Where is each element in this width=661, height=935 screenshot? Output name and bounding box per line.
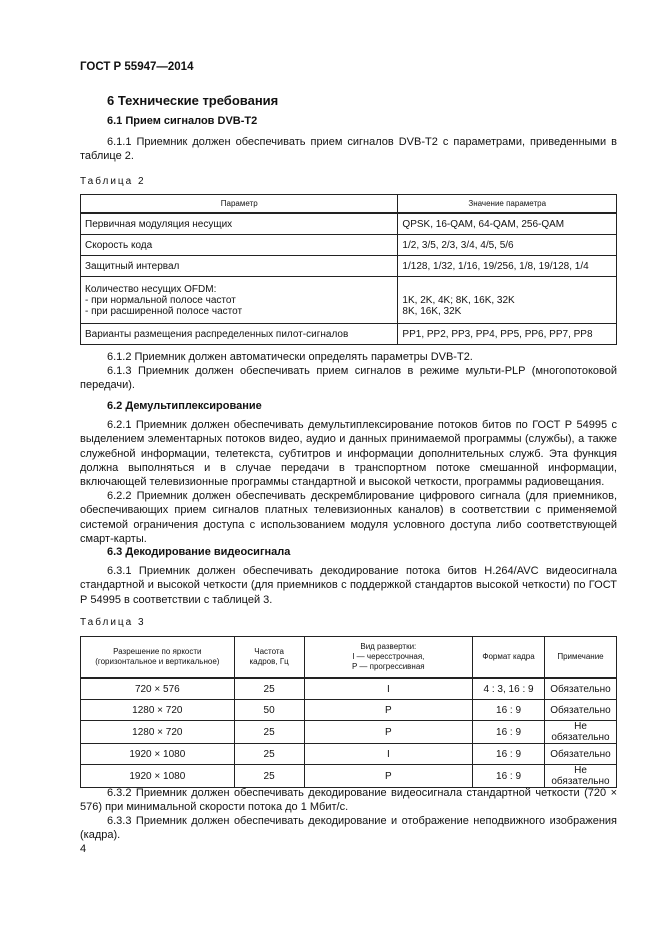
cell-framerate: 50 xyxy=(234,700,304,721)
ofdm-normal-value: 1K, 2K, 4K; 8K, 16K, 32K xyxy=(402,295,515,306)
cell-scan: P xyxy=(304,721,473,744)
table-3-header-scan xyxy=(304,637,473,679)
table-2-caption: Таблица 2 xyxy=(80,176,146,187)
cell-framerate: 25 xyxy=(234,678,304,700)
table-cell-param: Варианты размещения распределенных пилот-сигналов xyxy=(81,324,398,345)
table-cell-value: QPSK, 16-QAM, 64-QAM, 256-QAM xyxy=(398,213,617,235)
table-cell-value: 1/2, 3/5, 2/3, 3/4, 4/5, 5/6 xyxy=(398,235,617,256)
standard-header: ГОСТ Р 55947—2014 xyxy=(80,61,194,73)
table-2-header-row xyxy=(81,195,617,214)
paragraph-6-2-1: 6.2.1 Приемник должен обеспечивать демультиплексирование потоков битов по ГОСТ Р 54995 с выделением элементарных потоков видео, аудио и данных принимаемой программы (службы), а также служебной информации, телетекста, субтитров и информации дополнительных служб. Эта функция должна выполняться и в случае передачи в транспортном потоке смешанной информации, включающей телевизионные программы стандартной и высокой четкости, программы радиовещания. xyxy=(80,419,617,489)
table-row xyxy=(81,700,617,721)
cell-note: Не обязательно xyxy=(544,765,616,788)
paragraph-6-1-3: 6.1.3 Приемник должен обеспечивать прием сигналов в режиме мульти-PLP (многопотоковой передачи). xyxy=(80,365,617,392)
table-row xyxy=(81,235,617,256)
cell-resolution: 1280 × 720 xyxy=(81,700,235,721)
table-3-header-note: Примечание xyxy=(544,637,616,679)
table-3-header-row xyxy=(81,637,617,679)
table-row xyxy=(81,744,617,765)
cell-resolution: 1920 × 1080 xyxy=(81,765,235,788)
cell-framerate: 25 xyxy=(234,765,304,788)
subsection-6-3-title: 6.3 Декодирование видеосигнала xyxy=(107,546,291,558)
cell-format: 16 : 9 xyxy=(473,700,545,721)
table-row xyxy=(81,721,617,744)
cell-scan: P xyxy=(304,700,473,721)
table-2-header-param: Параметр xyxy=(81,195,398,214)
cell-format: 16 : 9 xyxy=(473,765,545,788)
table-cell-param xyxy=(81,277,398,324)
table-row xyxy=(81,213,617,235)
table-row xyxy=(81,256,617,277)
table-3-header-resolution xyxy=(81,637,235,679)
table-cell-value: PP1, PP2, PP3, PP4, PP5, PP6, PP7, PP8 xyxy=(398,324,617,345)
table-cell-param: Защитный интервал xyxy=(81,256,398,277)
cell-note: Не обязательно xyxy=(544,721,616,744)
table-3-header-format: Формат кадра xyxy=(473,637,545,679)
ofdm-label: Количество несущих OFDM: xyxy=(85,283,217,295)
table-3-caption: Таблица 3 xyxy=(80,617,146,628)
cell-format: 16 : 9 xyxy=(473,744,545,765)
header-line: I — чересстрочная, xyxy=(352,652,425,661)
ofdm-extended-value: 8K, 16K, 32K xyxy=(402,306,462,317)
cell-scan: I xyxy=(304,678,473,700)
section-title: 6 Технические требования xyxy=(107,93,279,108)
table-3 xyxy=(80,636,617,788)
cell-format: 16 : 9 xyxy=(473,721,545,744)
header-line: Разрешение по яркости xyxy=(113,647,202,656)
cell-framerate: 25 xyxy=(234,721,304,744)
table-cell-param: Скорость кода xyxy=(81,235,398,256)
cell-scan: P xyxy=(304,765,473,788)
paragraph-6-3-3: 6.3.3 Приемник должен обеспечивать декодирование и отображение неподвижного изображения (кадра). xyxy=(80,815,617,842)
cell-note: Обязательно xyxy=(544,700,616,721)
table-cell-param: Первичная модуляция несущих xyxy=(81,213,398,235)
table-row xyxy=(81,678,617,700)
paragraph-6-1-2: 6.1.2 Приемник должен автоматически определять параметры DVB-T2. xyxy=(107,351,473,363)
header-line: P — прогрессивная xyxy=(352,662,425,671)
ofdm-extended-label: - при расширенной полосе частот xyxy=(85,305,243,317)
header-line: кадров, Гц xyxy=(249,657,289,666)
cell-resolution: 720 × 576 xyxy=(81,678,235,700)
paragraph-6-2-2: 6.2.2 Приемник должен обеспечивать дескремблирование цифрового сигнала (для приемников, обеспечивающих прием сигналов платных телевизионных каналов) в соответствии с применяемой системой ограничения доступа с использованием модуля условного доступа либо соответствующей смарт-карты. xyxy=(80,490,617,545)
table-2 xyxy=(80,194,617,345)
table-row-ofdm xyxy=(81,277,617,324)
cell-scan: I xyxy=(304,744,473,765)
cell-resolution: 1280 × 720 xyxy=(81,721,235,744)
cell-resolution: 1920 × 1080 xyxy=(81,744,235,765)
subsection-6-1-title: 6.1 Прием сигналов DVB-T2 xyxy=(107,115,258,127)
cell-format: 4 : 3, 16 : 9 xyxy=(473,678,545,700)
header-line: (горизонтальное и вертикальное) xyxy=(95,657,220,666)
table-row xyxy=(81,765,617,788)
table-cell-value xyxy=(398,277,617,324)
cell-note: Обязательно xyxy=(544,744,616,765)
table-2-header-value: Значение параметра xyxy=(398,195,617,214)
paragraph-6-3-2: 6.3.2 Приемник должен обеспечивать декодирование видеосигнала стандартной четкости (720 × 576) при минимальной скорости потока до 1 Мбит/с. xyxy=(80,787,617,814)
page-number: 4 xyxy=(80,843,87,855)
subsection-6-2-title: 6.2 Демультиплексирование xyxy=(107,400,262,412)
paragraph-6-1-1: 6.1.1 Приемник должен обеспечивать прием сигналов DVB-T2 с параметрами, приведенными в таблице 2. xyxy=(80,136,617,163)
cell-note: Обязательно xyxy=(544,678,616,700)
table-3-header-framerate xyxy=(234,637,304,679)
header-line: Вид развертки: xyxy=(360,642,417,651)
table-cell-value: 1/128, 1/32, 1/16, 19/256, 1/8, 19/128, 1/4 xyxy=(398,256,617,277)
ofdm-normal-label: - при нормальной полосе частот xyxy=(85,294,236,306)
cell-framerate: 25 xyxy=(234,744,304,765)
header-line: Частота xyxy=(254,647,284,656)
paragraph-6-3-1: 6.3.1 Приемник должен обеспечивать декодирование потока битов H.264/AVC видеосигнала стандартной и высокой четкости (для приемников с поддержкой стандартов высокой четкости) по ГОСТ Р 54995 в соответствии с таблицей 3. xyxy=(80,565,617,606)
table-row xyxy=(81,324,617,345)
